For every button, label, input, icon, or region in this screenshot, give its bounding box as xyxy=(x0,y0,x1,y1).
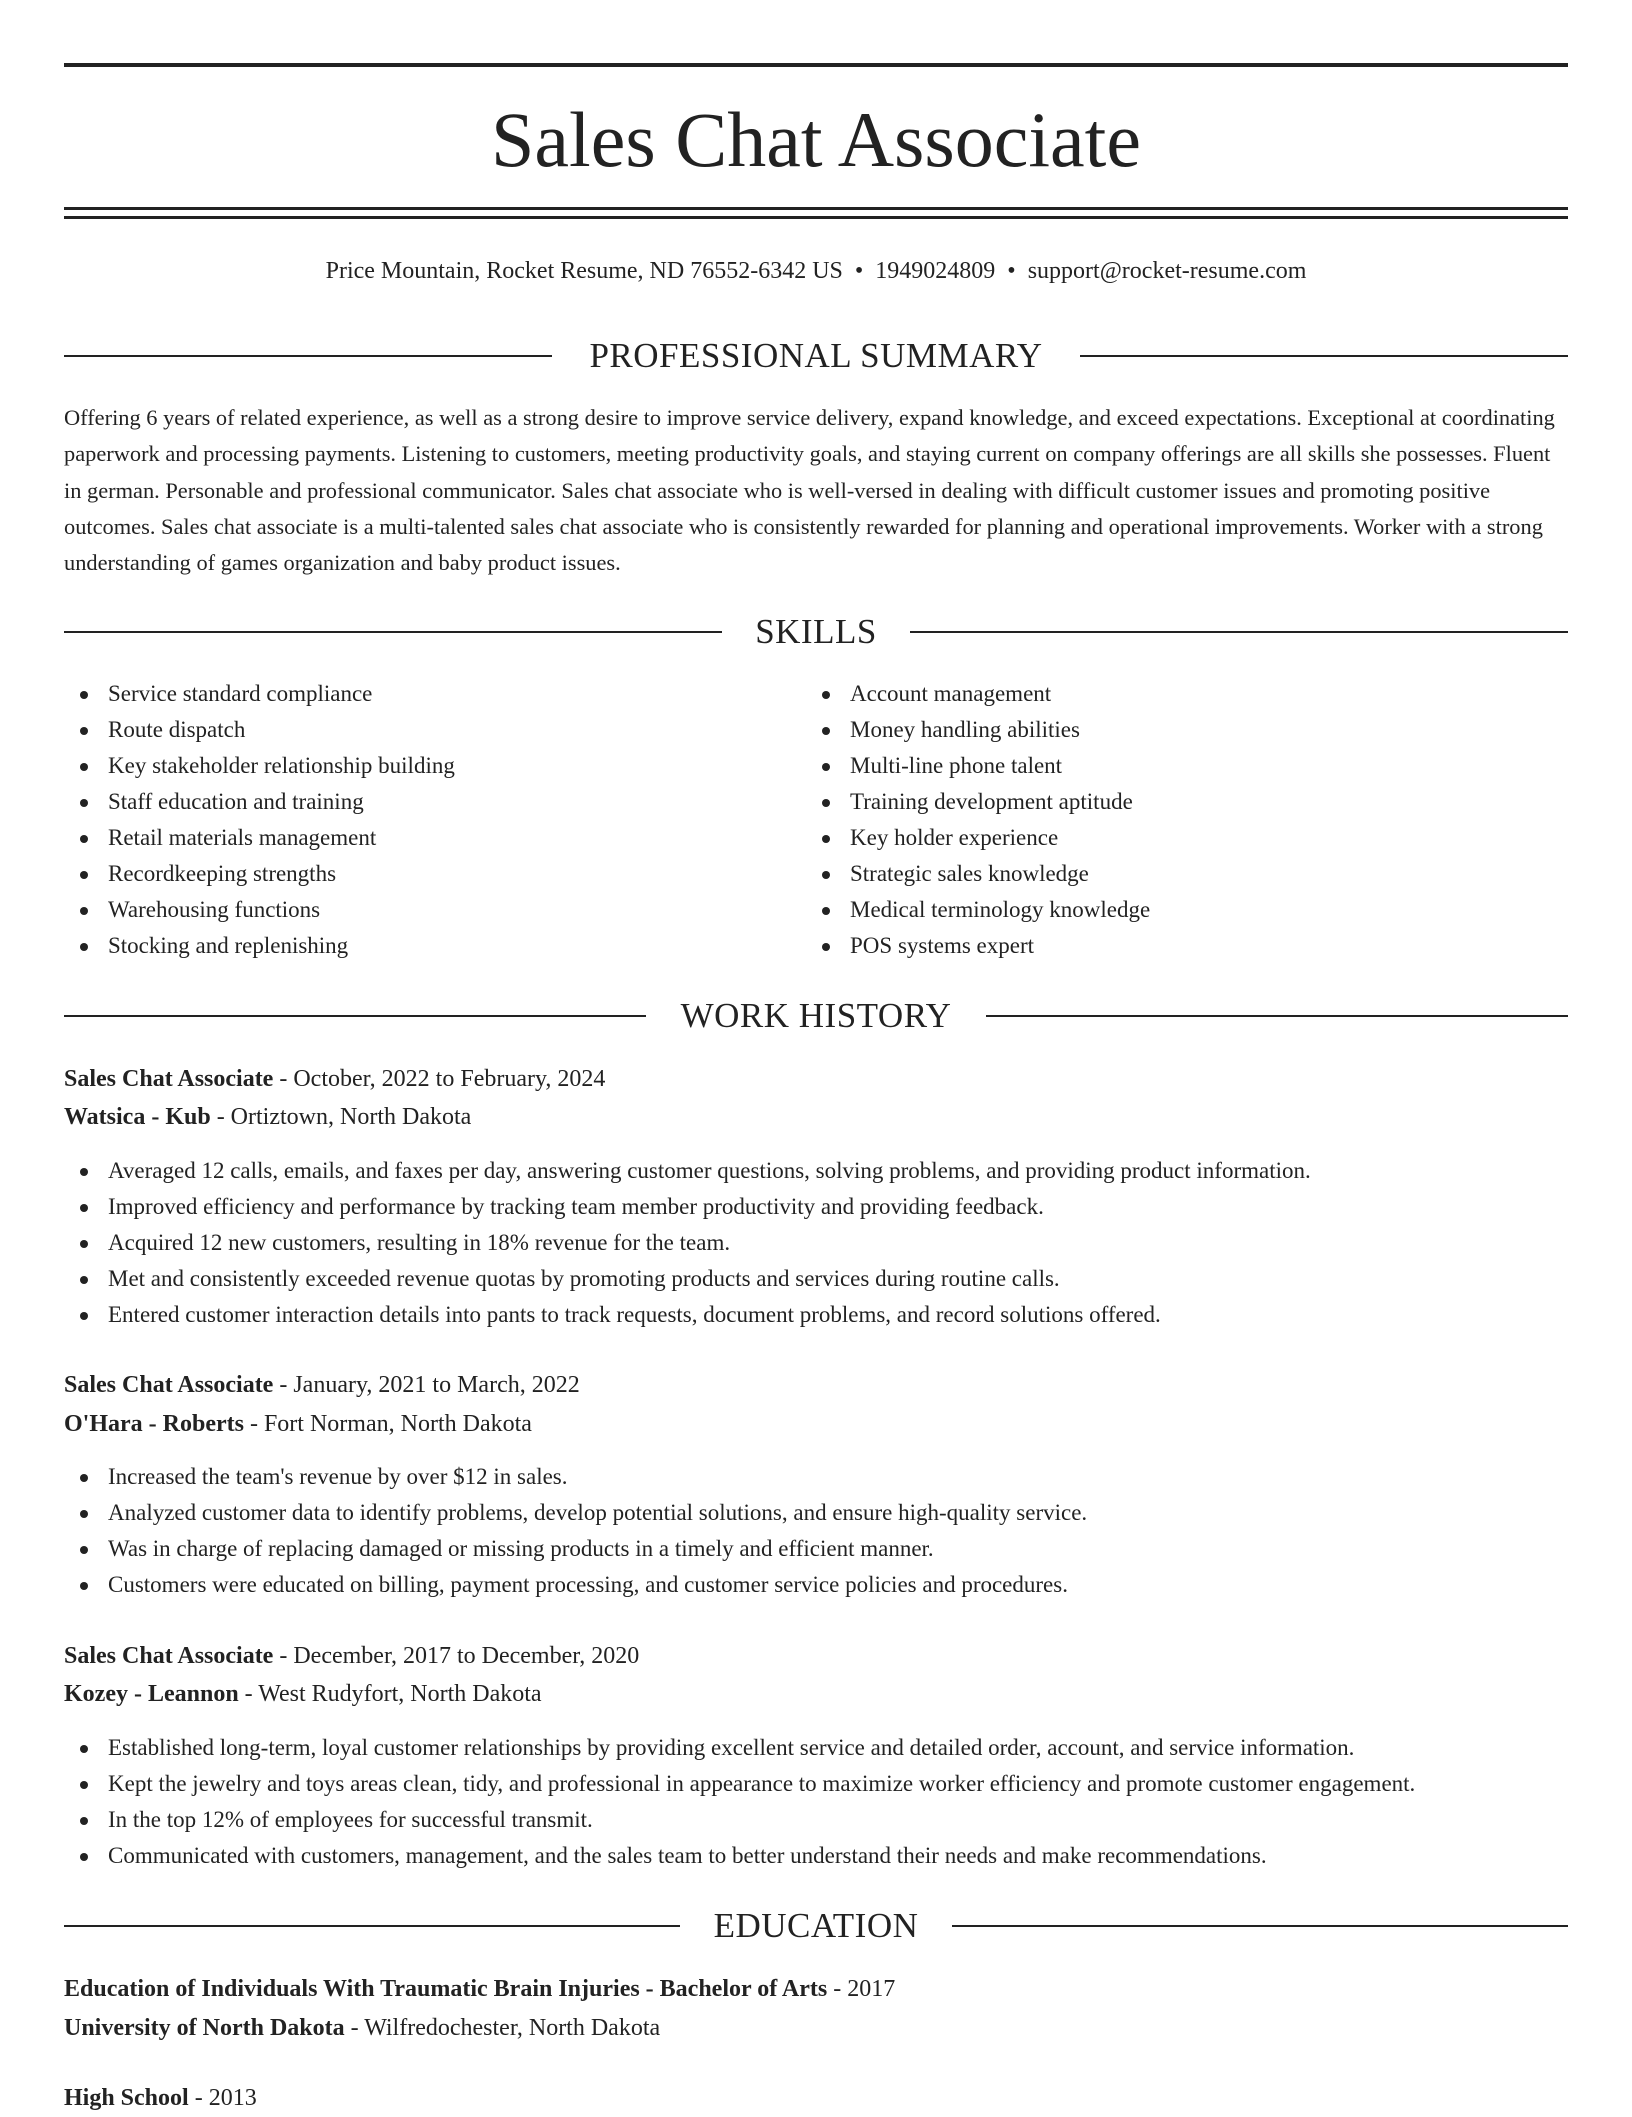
job-title: Sales Chat Associate xyxy=(64,1066,274,1092)
job-company: Kozey - Leannon xyxy=(64,1681,239,1707)
job-bullet: Entered customer interaction details into pants to track requests, document problems, and record solutions offered. xyxy=(64,1297,1311,1333)
education-school: University of North Dakota xyxy=(64,2015,345,2041)
job-location: - Fort Norman, North Dakota xyxy=(243,1411,532,1437)
header-rule-upper xyxy=(64,207,1568,210)
job-title-line xyxy=(64,1060,605,1098)
education-school-line xyxy=(64,2009,660,2047)
skill-item: Money handling abilities xyxy=(806,712,1150,748)
job-location: - West Rudyfort, North Dakota xyxy=(238,1681,542,1707)
contact-address: Price Mountain, Rocket Resume, ND 76552-6342 US xyxy=(325,258,843,284)
job-title: Sales Chat Associate xyxy=(64,1372,274,1398)
section-title-summary: PROFESSIONAL SUMMARY xyxy=(589,336,1043,375)
job-title-line xyxy=(64,1366,580,1404)
contact-email: support@rocket-resume.com xyxy=(1027,258,1307,284)
skills-list-left xyxy=(64,676,455,964)
job-company-line xyxy=(64,1675,542,1713)
skill-item: Retail materials management xyxy=(64,820,455,856)
skill-item: Recordkeeping strengths xyxy=(64,856,455,892)
skill-item: Key stakeholder relationship building xyxy=(64,748,455,784)
contact-line xyxy=(64,255,1568,287)
education-degree: High School xyxy=(64,2085,189,2111)
job-bullets xyxy=(64,1153,1311,1333)
job-bullet: Customers were educated on billing, payment processing, and customer service policies and procedures. xyxy=(64,1567,1087,1603)
section-heading-summary xyxy=(64,334,1568,378)
heading-rule-right xyxy=(910,631,1568,633)
job-bullet: Met and consistently exceeded revenue quotas by promoting products and services during routine calls. xyxy=(64,1261,1311,1297)
section-title-education: EDUCATION xyxy=(713,1906,919,1945)
education-degree: Education of Individuals With Traumatic Brain Injuries - Bachelor of Arts xyxy=(64,1976,828,2002)
job-bullet: Communicated with customers, management, and the sales team to better understand their needs and make recommendations. xyxy=(64,1838,1415,1874)
section-title-work: WORK HISTORY xyxy=(680,996,952,1035)
skill-item: Service standard compliance xyxy=(64,676,455,712)
skill-item: Strategic sales knowledge xyxy=(806,856,1150,892)
education-location: - Wilfredochester, North Dakota xyxy=(344,2015,661,2041)
job-bullet: In the top 12% of employees for successful transmit. xyxy=(64,1802,1415,1838)
summary-text: Offering 6 years of related experience, as well as a strong desire to improve service delivery, expand knowledge, and exceed expectations. Exceptional at coordinating paperwork and processing payments. Listening to customers, meeting productivity goals, and staying current on company offerings are all skills she possesses. Fluent in german. Personable and professional communicator. Sales chat associate who is well-versed in dealing with difficult customer issues and promoting positive outcomes. Sales chat associate is a multi-talented sales chat associate who is consistently rewarded for planning and operational improvements. Worker with a strong understanding of games organization and baby product issues. xyxy=(64,405,1555,576)
contact-separator: • xyxy=(854,258,864,284)
job-bullet: Averaged 12 calls, emails, and faxes per day, answering customer questions, solving problems, and providing product information. xyxy=(64,1153,1311,1189)
skill-item: Medical terminology knowledge xyxy=(806,892,1150,928)
job-bullet: Kept the jewelry and toys areas clean, tidy, and professional in appearance to maximize worker efficiency and promote customer engagement. xyxy=(64,1766,1415,1802)
section-heading-skills xyxy=(64,610,1568,654)
job-bullet: Increased the team's revenue by over $12 in sales. xyxy=(64,1459,1087,1495)
section-heading-work xyxy=(64,994,1568,1038)
job-bullet: Established long-term, loyal customer relationships by providing excellent service and detailed order, account, and service information. xyxy=(64,1730,1415,1766)
skill-item: Staff education and training xyxy=(64,784,455,820)
education-degree-line xyxy=(64,1970,895,2008)
job-bullets xyxy=(64,1730,1415,1874)
header-rule-lower xyxy=(64,216,1568,219)
education-degree-line xyxy=(64,2079,257,2117)
skill-item: Multi-line phone talent xyxy=(806,748,1150,784)
job-company-line xyxy=(64,1098,471,1136)
skill-item: Training development aptitude xyxy=(806,784,1150,820)
skill-item: Route dispatch xyxy=(64,712,455,748)
job-dates: - January, 2021 to March, 2022 xyxy=(273,1372,580,1398)
job-bullets xyxy=(64,1459,1087,1603)
skill-item: Warehousing functions xyxy=(64,892,455,928)
contact-separator: • xyxy=(1007,258,1016,284)
job-location: - Ortiztown, North Dakota xyxy=(210,1104,472,1130)
contact-phone: 1949024809 xyxy=(875,258,996,284)
skill-item: Stocking and replenishing xyxy=(64,928,455,964)
education-year: - 2013 xyxy=(188,2085,257,2111)
job-dates: - December, 2017 to December, 2020 xyxy=(273,1643,640,1669)
job-company: Watsica - Kub xyxy=(64,1104,211,1130)
job-dates: - October, 2022 to February, 2024 xyxy=(273,1066,606,1092)
header-top-rule xyxy=(64,63,1568,67)
heading-rule-right xyxy=(1080,355,1568,357)
job-company: O'Hara - Roberts xyxy=(64,1411,244,1437)
skill-item: Key holder experience xyxy=(806,820,1150,856)
job-title-line xyxy=(64,1637,639,1675)
skill-item: POS systems expert xyxy=(806,928,1150,964)
skill-item: Account management xyxy=(806,676,1150,712)
section-title-skills: SKILLS xyxy=(755,612,877,651)
resume-title: Sales Chat Associate xyxy=(491,96,1141,183)
heading-rule-right xyxy=(952,1925,1568,1927)
section-heading-education xyxy=(64,1904,1568,1948)
education-year: - 2017 xyxy=(827,1976,896,2002)
job-company-line xyxy=(64,1405,532,1443)
job-title: Sales Chat Associate xyxy=(64,1643,274,1669)
skills-list-right xyxy=(806,676,1150,964)
job-bullet: Analyzed customer data to identify problems, develop potential solutions, and ensure high-quality service. xyxy=(64,1495,1087,1531)
job-bullet: Acquired 12 new customers, resulting in 18% revenue for the team. xyxy=(64,1225,1311,1261)
heading-rule-right xyxy=(986,1015,1568,1017)
job-bullet: Was in charge of replacing damaged or missing products in a timely and efficient manner. xyxy=(64,1531,1087,1567)
job-bullet: Improved efficiency and performance by tracking team member productivity and providing feedback. xyxy=(64,1189,1311,1225)
